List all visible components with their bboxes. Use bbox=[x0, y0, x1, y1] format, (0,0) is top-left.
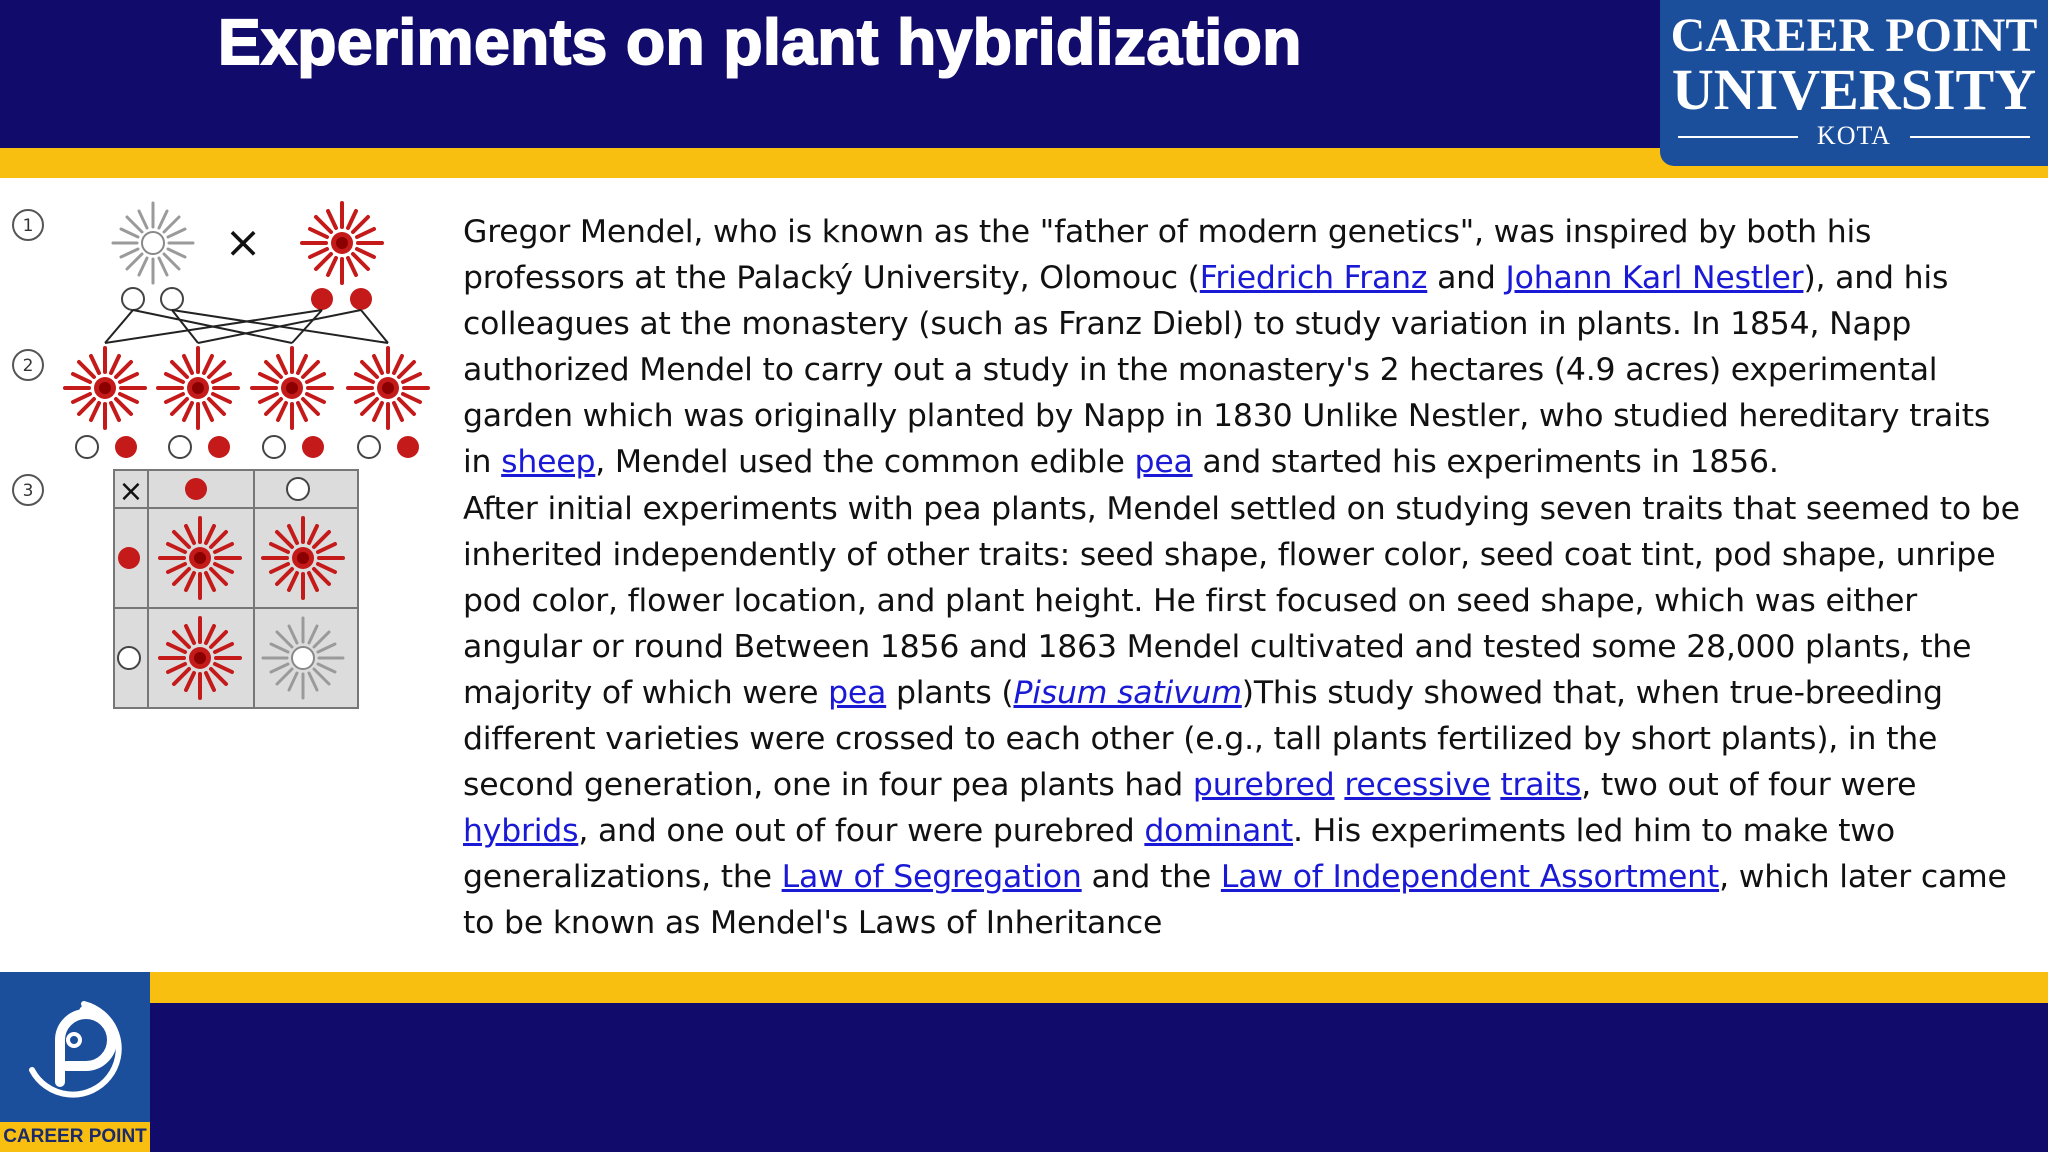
svg-text:3: 3 bbox=[22, 481, 34, 501]
career-point-emblem-icon bbox=[0, 972, 150, 1122]
link-pea-2[interactable]: pea bbox=[828, 674, 887, 711]
logo-line-1: CAREER POINT bbox=[1670, 9, 2038, 62]
paragraph-1: Gregor Mendel, who is known as the "father of modern genetics", was inspired by both his professors at the Palacký University, Olomouc (Friedrich Franz and Johann Karl Nestler), and his colleagues at the monastery (such as Franz Diebl) to study variation in plants. In 1854, Napp authorized Mendel to carry out a study in the monastery's 2 hectares (4.9 acres) experimental garden which was originally planted by Napp in 1830 Unlike Nestler, who studied hereditary traits in sheep, Mendel used the common edible pea and started his experiments in 1856. bbox=[463, 214, 1991, 481]
slide-title: Experiments on plant hybridization bbox=[218, 6, 1302, 78]
link-dominant[interactable]: dominant bbox=[1144, 813, 1294, 850]
f1-red-flower bbox=[158, 348, 238, 428]
parent-red-flower bbox=[302, 203, 382, 283]
link-purebred[interactable]: purebred bbox=[1192, 767, 1335, 804]
punnett-header-white-allele bbox=[287, 478, 309, 500]
step-label-3 bbox=[13, 475, 43, 505]
f1-red-flower bbox=[65, 348, 145, 428]
footer-bar bbox=[0, 1003, 2048, 1152]
cross-symbol: × bbox=[224, 217, 262, 268]
university-logo bbox=[1660, 0, 2048, 166]
link-hybrids[interactable]: hybrids bbox=[463, 813, 579, 850]
link-law-of-independent-assortment[interactable]: Law of Independent Assortment bbox=[1220, 859, 1720, 896]
logo-line-2: UNIVERSITY bbox=[1671, 57, 2037, 122]
body-text bbox=[463, 209, 2023, 947]
punnett-header-red-allele bbox=[185, 478, 207, 500]
punnett-side-white-allele bbox=[118, 647, 140, 669]
link-pea[interactable]: pea bbox=[1134, 444, 1193, 481]
parent-white-flower bbox=[113, 203, 193, 283]
link-sheep[interactable]: sheep bbox=[501, 444, 596, 481]
link-johann-karl-nestler[interactable]: Johann Karl Nestler bbox=[1505, 260, 1804, 297]
svg-text:1: 1 bbox=[22, 216, 34, 236]
punnett-square bbox=[114, 470, 358, 708]
step-label-1 bbox=[13, 210, 43, 240]
f1-gametes bbox=[76, 436, 419, 458]
link-law-of-segregation[interactable]: Law of Segregation bbox=[781, 859, 1082, 896]
link-pisum-sativum[interactable]: Pisum sativum bbox=[1013, 674, 1242, 711]
punnett-side-red-allele bbox=[118, 547, 140, 569]
paragraph-2: After initial experiments with pea plants, Mendel settled on studying seven traits that seemed to be inherited independently of other traits: seed shape, flower color, seed coat tint, pod shape, unripe pod color, flower location, and plant height. He first focused on seed shape, which was either angular or round Between 1856 and 1863 Mendel cultivated and tested some 28,000 plants, the majority of which were pea plants (Pisum sativum)This study showed that, when true-breeding different varieties were crossed to each other (e.g., tall plants fertilized by short plants), in the second generation, one in four pea plants had purebred recessive traits, two out of four were hybrids, and one out of four were purebred dominant. His experiments led him to make two generalizations, the Law of Segregation and the Law of Independent Assortment, which later came to be known as Mendel's Laws of Inheritance bbox=[463, 490, 2020, 942]
punnett-cross-symbol: × bbox=[118, 474, 144, 509]
mendel-cross-diagram bbox=[0, 195, 440, 715]
footer-logo-text: CAREER POINT bbox=[3, 1126, 147, 1147]
parent-gametes bbox=[122, 288, 372, 310]
svg-text:2: 2 bbox=[22, 356, 34, 376]
career-point-logo bbox=[0, 972, 150, 1152]
cross-lines bbox=[105, 310, 388, 343]
logo-line-3: KOTA bbox=[1816, 121, 1892, 150]
step-label-2 bbox=[13, 350, 43, 380]
link-friedrich-franz[interactable]: Friedrich Franz bbox=[1199, 260, 1428, 297]
link-recessive[interactable]: recessive bbox=[1344, 767, 1491, 804]
link-traits[interactable]: traits bbox=[1500, 767, 1582, 804]
f1-red-flower bbox=[348, 348, 428, 428]
footer-gold-stripe bbox=[0, 972, 2048, 1003]
f1-red-flower bbox=[252, 348, 332, 428]
